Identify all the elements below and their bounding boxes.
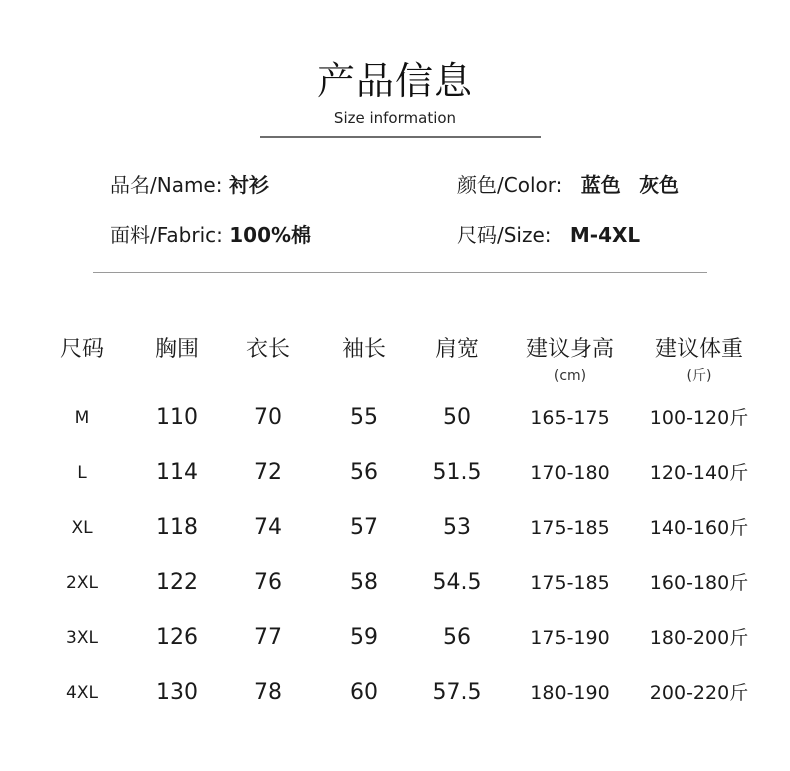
cell-length: 74	[254, 515, 282, 540]
cell-sleeve: 56	[350, 460, 378, 485]
info-color-value-1: 蓝色	[580, 173, 621, 197]
cell-length: 70	[254, 405, 282, 430]
cell-chest: 122	[156, 570, 198, 595]
info-fabric-value: 100%棉	[229, 223, 312, 247]
cell-length: 78	[254, 680, 282, 705]
header-weight: 建议体重	[654, 337, 744, 362]
cell-height: 175-185	[530, 572, 610, 594]
cell-size: 2XL	[66, 573, 98, 593]
cell-weight: 120-140斤	[649, 462, 749, 484]
info-fabric	[110, 222, 311, 248]
cell-height: 175-190	[530, 627, 610, 649]
cell-shoulder: 56	[443, 625, 471, 650]
info-size-label: 尺码/Size:	[457, 223, 552, 247]
cell-sleeve: 58	[350, 570, 378, 595]
cell-shoulder: 57.5	[432, 680, 482, 705]
table-row	[0, 568, 790, 598]
cell-size: 4XL	[66, 683, 98, 703]
info-name-label: 品名/Name:	[110, 173, 223, 197]
cell-height: 175-185	[530, 517, 610, 539]
info-color-label: 颜色/Color:	[457, 173, 563, 197]
cell-shoulder: 50	[443, 405, 471, 430]
cell-length: 76	[254, 570, 282, 595]
unit-height: (cm)	[553, 368, 587, 384]
cell-height: 165-175	[530, 407, 610, 429]
cell-chest: 118	[156, 515, 198, 540]
cell-chest: 114	[156, 460, 198, 485]
table-row	[0, 458, 790, 488]
page-subtitle: Size information	[333, 109, 457, 127]
cell-length: 77	[254, 625, 282, 650]
cell-sleeve: 57	[350, 515, 378, 540]
info-size-value: M-4XL	[569, 223, 641, 247]
table-row	[0, 678, 790, 708]
header-size: 尺码	[59, 337, 105, 362]
cell-sleeve: 60	[350, 680, 378, 705]
cell-size: M	[74, 408, 90, 428]
cell-chest: 130	[156, 680, 198, 705]
table-row	[0, 623, 790, 653]
page-title: 产品信息	[316, 59, 473, 103]
info-color	[457, 172, 679, 198]
cell-weight: 180-200斤	[649, 627, 749, 649]
table-row	[0, 403, 790, 433]
unit-weight: (斤)	[686, 368, 712, 384]
info-name-value: 衬衫	[228, 173, 269, 197]
cell-height: 180-190	[530, 682, 610, 704]
cell-shoulder: 54.5	[432, 570, 482, 595]
cell-chest: 110	[156, 405, 198, 430]
cell-weight: 100-120斤	[649, 407, 749, 429]
cell-shoulder: 53	[443, 515, 471, 540]
title-divider	[260, 136, 541, 138]
info-name	[110, 172, 269, 198]
header-sleeve: 袖长	[341, 337, 387, 362]
cell-sleeve: 59	[350, 625, 378, 650]
header-shoulder: 肩宽	[434, 337, 480, 362]
table-row	[0, 513, 790, 543]
cell-shoulder: 51.5	[432, 460, 482, 485]
cell-height: 170-180	[530, 462, 610, 484]
cell-weight: 200-220斤	[649, 682, 749, 704]
cell-size: 3XL	[66, 628, 98, 648]
cell-sleeve: 55	[350, 405, 378, 430]
cell-chest: 126	[156, 625, 198, 650]
cell-size: L	[77, 463, 87, 483]
cell-size: XL	[71, 518, 93, 538]
cell-length: 72	[254, 460, 282, 485]
section-divider	[93, 272, 707, 273]
info-fabric-label: 面料/Fabric:	[110, 223, 223, 247]
info-size	[457, 222, 640, 248]
header-height: 建议身高	[525, 337, 615, 362]
cell-weight: 140-160斤	[649, 517, 749, 539]
info-color-value-2: 灰色	[639, 173, 680, 197]
header-chest: 胸围	[154, 337, 200, 362]
cell-weight: 160-180斤	[649, 572, 749, 594]
header-length: 衣长	[245, 337, 291, 362]
